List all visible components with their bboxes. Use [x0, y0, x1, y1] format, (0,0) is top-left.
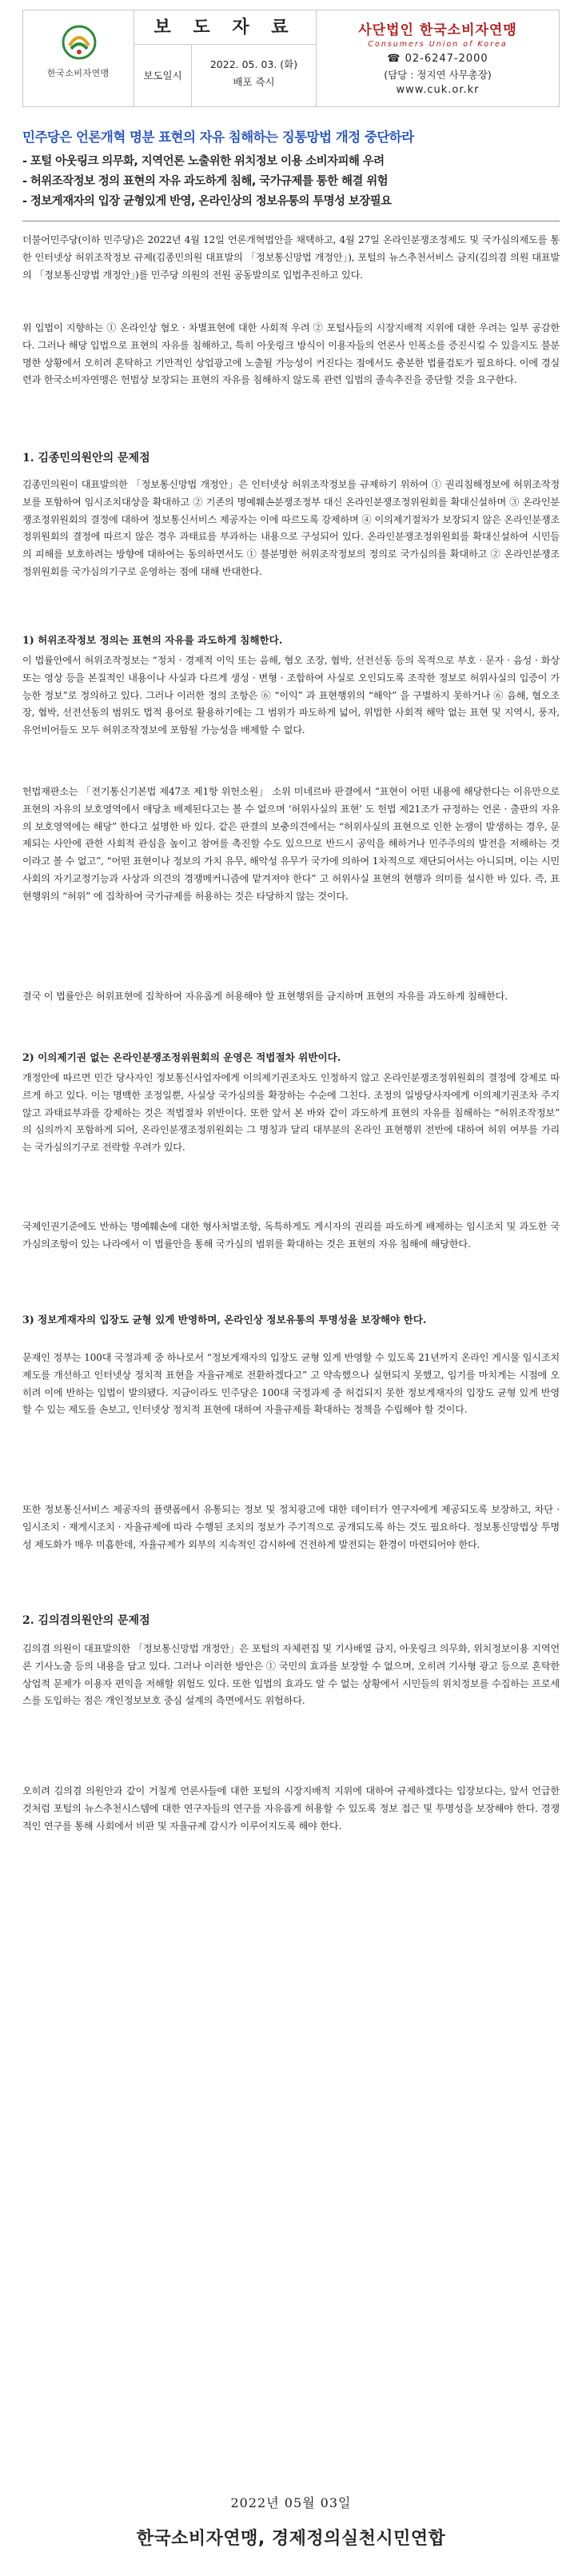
subhead-3: - 정보게재자의 입장 균형있게 반영, 온라인상의 정보유통의 투명성 보장필요 — [22, 195, 392, 208]
footer-orgs: 한국소비자연맹, 경제정의실천시민연합 — [136, 2529, 446, 2549]
org-logo — [22, 10, 134, 107]
section-2-title: 2. 김의겸의원안의 문제점 — [22, 1614, 150, 1627]
headline: 민주당은 언론개혁 명분 표현의 자유 침해하는 징통망법 개정 중단하라 — [22, 130, 414, 145]
release-date: 2022. 05. 03. (화) — [209, 58, 298, 70]
point-3-body-2: 또한 정보통신서비스 제공자의 플랫폼에서 유통되는 정보 및 정치광고에 대한 데이터가 연구자에게 제공되도록 보장하고, 차단 · 임시조치 · 재게시조치 · 자율규제에 따라 수행된 조치의 정보가 주기적으로 공개되도록 하는 것도 필요하다. 정보통신망법상 투명성 제도화가 매우 미흡한데, 자율규제가 외부의 지속적인 감시하에 건전하게 발전되는 환경이 마련되어야 한다. — [22, 1504, 560, 1550]
point-1-body: 이 법률안에서 허위조작정보는 “정치 · 경제적 이익 또는 음해, 혐오 조장, 협박, 선전선동 등의 목적으로 부호 · 문자 · 음성 · 화상 또는 영상 등을 본질적인 내용이나 사실과 다르게 생성 · 변형 · 조합하여 사실로 오인되도록 조작한 정보로 허위사실의 입증이 가능한 정보”로 정의하고 있다. 그러나 이러한 정의 조항은 ⑥ “이익” 과 표현행위의 “해악” 을 구별하지 못하거나 ⑥ 음해, 혐오조장, 협박, 선전선동의 범위도 법적 용어로 활용하기에는 그 범위가 파도하게 넓어, 위법한 사회적 해악 없는 표현 및 지역시, 풍자, 유언비어들도 모두 허위조작정보에 포함될 가능성을 배제할 수 없다. — [22, 655, 560, 736]
intro-paragraph-1: 더불어민주당(이하 민주당)은 2022년 4월 12일 언론개혁법안을 채택하고, 4월 27일 온라인분쟁조정제도 및 국가심의제도를 통한 인터넷상 허위조작정보 규제(김종민의원 대표발의 「정보통신망법 개정안」), 포털의 뉴스추천서비스 금지(김의겸 의원 대표발의 「정보통신망법 개정안」)를 민주당 의원의 전원 공동발의로 입법추진하고 있다. — [22, 234, 560, 281]
org-name-en: Consumers Union of Korea — [368, 40, 508, 49]
logo-icon — [62, 25, 97, 60]
subhead-2: - 허위조작정보 정의 표현의 자유 과도하게 침해, 국가규제를 통한 해결 위험 — [22, 175, 389, 188]
section-1-intro: 김종민의원이 대표발의한 「정보통신망법 개정안」은 인터넷상 허위조작정보를 규제하기 위하여 ① 권리침해정보에 허위조작정보를 포함하여 임시조치대상을 확대하고 ② 기존의 명예훼손분쟁조정부 대신 온라인분쟁조정위원회를 확대신설하며 ③ 온라인분쟁조정위원회의 결정에 대하여 정보통신서비스 제공자는 이에 따르도록 강제하며 ④ 이의제기절차가 보장되지 않은 온라인분쟁조정위원회의 결정에 따르지 않은 경우 과태료를 부과하는 내용으로 구성되어 있다. 온라인분쟁조정위원회를 확대신설하여 시민들의 피해를 보호하려는 방향에 대하여는 동의하면서도 ① 불분명한 허위조작정보의 정의로 국가심의를 확대하고 ② 온라인분쟁조정위원회를 국가심의기구로 운영하는 점에 대해 반대한다. — [22, 479, 560, 577]
footer-date: 2022년 05월 03일 — [230, 2495, 352, 2510]
org-info — [317, 10, 560, 107]
press-header — [22, 10, 560, 107]
section-2-body-2: 오히려 김의겸 의원안과 같이 거칠게 언론사들에 대한 포털의 시장지배적 지위에 대하여 규제하겠다는 입장보다는, 앞서 언급한 것처럼 포털의 뉴스추천시스템에 대한 연구자들의 연구를 자유롭게 허용할 수 있도록 정보 접근 및 투명성을 보장해야 한다. 경쟁적인 연구를 통해 사회에서 비판 및 자율규제 감시가 이루어지도록 해야 한다. — [22, 1785, 560, 1832]
org-url: www.cuk.or.kr — [396, 84, 480, 96]
point-1-title: 1) 허위조작정보 정의는 표현의 자유를 과도하게 침해한다. — [22, 634, 283, 646]
point-2-body: 개정안에 따르면 민간 당사자인 정보통신사업자에게 이의제기권조차도 인정하지 않고 온라인분쟁조정위원회의 결정에 강제로 따르게 하고 있다. 이는 명백한 조정일뿐, 사실상 국가심의를 확장하는 수순에 그친다. 조정의 일방당사자에게 이의제기권조차 주지 않고 과태료부과를 강제하는 것은 적법절차 위반이다. 또한 앞서 본 바와 같이 과도하게 표현의 자유를 침해하는 “허위조작정보” 의 심의까지 포함하게 되어, 온라인분쟁조정위원회는 그 명칭과 달리 대부분의 온라인 표현행위 전반에 대하여 허위 여부를 가리는 국가심의기구로 전락할 우려가 있다. — [22, 1072, 560, 1154]
logo-name: 한국소비자연맹 — [47, 68, 110, 78]
release-label: 보도일시 — [134, 45, 192, 107]
point-1-body-3: 결국 이 법률안은 허위표현에 집착하여 자유롭게 허용해야 할 표현행위를 금지하며 표현의 자유를 과도하게 침해한다. — [22, 991, 508, 1002]
point-1-body-2: 헌법재판소는 「전기통신기본법 제47조 제1항 위헌소원」 소위 미네르바 판결에서 “표현이 어떤 내용에 해당한다는 이유만으로 표현의 자유의 보호영역에서 애당초 배제된다고는 볼 수 없으며 ‘허위사실의 표현’ 도 헌법 제21조가 규정하는 언론 · 출판의 자유의 보호영역에는 해당” 한다고 설명한 바 있다. 같은 판결의 보충의견에서는 “허위사실의 표현으로 인한 논쟁이 발생하는 경우, 문제되는 사안에 관한 사회적 관심을 높이고 참여를 촉진할 수도 있으므로 반드시 공익을 해하거나 민주주의의 발전을 저해하는 것이라고 볼 수 없고”, “어떤 표현이나 정보의 가치 유무, 해악성 유무가 국가에 의하여 1차적으로 재단되어서는 아니되며, 이는 시민사회의 자기교정기능과 사상과 의견의 경쟁메커니즘에 맡겨져야 한다” 고 허위사실 표현의 현행과 의미를 설시한 바 있다. 즉, 표현행위의 “허위” 에 집착하여 국가규제를 허용하는 것은 타당하지 않는 것이다. — [22, 786, 560, 902]
org-contact: (담당 : 정지연 사무총장) — [384, 69, 492, 81]
section-2-body: 김의겸 의원이 대표발의한 「정보통신망법 개정안」은 포털의 자체편집 및 기사배열 금지, 아웃링크 의무화, 위치정보이용 지역언론 기사노출 등의 내용을 담고 있다. 그러나 이러한 방안은 ① 국민의 효과를 보장할 수 없으며, 오히려 기사형 광고 등으로 혼탁한 상업적 문제가 이용자 편익을 저해할 위험도 있다. 또한 입법의 효과도 알 수 없는 상황에서 시민들의 위치정보를 수집하는 프로세스를 도입하는 점은 개인정보보호 중심 설계의 측면에서도 위험하다. — [22, 1643, 560, 1707]
release-info — [192, 45, 317, 107]
subheads — [22, 152, 560, 212]
point-2-title: 2) 이의제기권 없는 온라인분쟁조정위원회의 운영은 적법절차 위반이다. — [22, 1051, 341, 1063]
point-3-title: 3) 정보게재자의 입장도 균형 있게 반영하며, 온라인상 정보유통의 투명성을 보장해야 한다. — [22, 1314, 427, 1326]
section-1-title: 1. 김종민의원안의 문제점 — [22, 452, 150, 465]
release-note: 배포 즉시 — [233, 76, 275, 88]
intro-paragraph-2: 위 입법이 지향하는 ① 온라인상 혐오 · 차별표현에 대한 사회적 우려 ② 포털사들의 시장지배적 지위에 대한 우려는 일부 공감한다. 그러나 해당 입법으로 표현의 자유를 침해하고, 특히 아웃링크 방식이 이용자들의 언론사 인폭소를 증진시킬 수 있을지도 불분명한 상황에서 오히려 혼탁하고 기만적인 상업광고에 노출될 가능성이 커진다는 점에서도 충분한 법률검토가 필요하다. 이에 경실련과 한국소비자연맹은 헌법상 보장되는 표현의 자유를 침해하지 않도록 관련 입법의 졸속추진을 중단할 것을 요구한다. — [22, 322, 560, 386]
org-name-ko: 사단법인 한국소비자연맹 — [358, 22, 517, 38]
point-3-body: 문재인 정부는 100대 국정과제 중 하나로서 “정보게재자의 입장도 균형 있게 반영할 수 있도록 21년까지 온라인 게시물 임시조치제도를 개선하고 인터넷상 정치적 표현을 자율규제로 전환하겠다고” 고 약속했으나 실현되지 못했고, 임기를 마치게는 시점에 오히려 이에 반하는 입법이 발의됐다. 지금이라도 민주당은 100대 국정과제 중 허겁되지 못한 정보게재자의 입장도 균형 있게 반영할 수 있는 제도를 손보고, 인터넷상 정치적 표현에 대하여 자율규제를 확대하는 정책을 수립해야 할 것이다. — [22, 1352, 560, 1416]
subhead-1: - 포털 아웃링크 의무화, 지역언론 노출위한 위치정보 이용 소비자피해 우려 — [22, 155, 385, 168]
org-phone: ☎ 02-6247-2000 — [387, 53, 488, 65]
point-2-body-2: 국제인권기준에도 반하는 명예훼손에 대한 형사처벌조항, 독특하게도 게시자의 권리를 파도하게 배제하는 임시조치 및 과도한 국가심의조항이 있는 나라에서 이 법률안을 통해 국가심의 범위를 확대하는 것은 표현의 자유 침해에 해당한다. — [22, 1221, 560, 1250]
doc-type: 보 도 자 료 — [134, 10, 317, 45]
